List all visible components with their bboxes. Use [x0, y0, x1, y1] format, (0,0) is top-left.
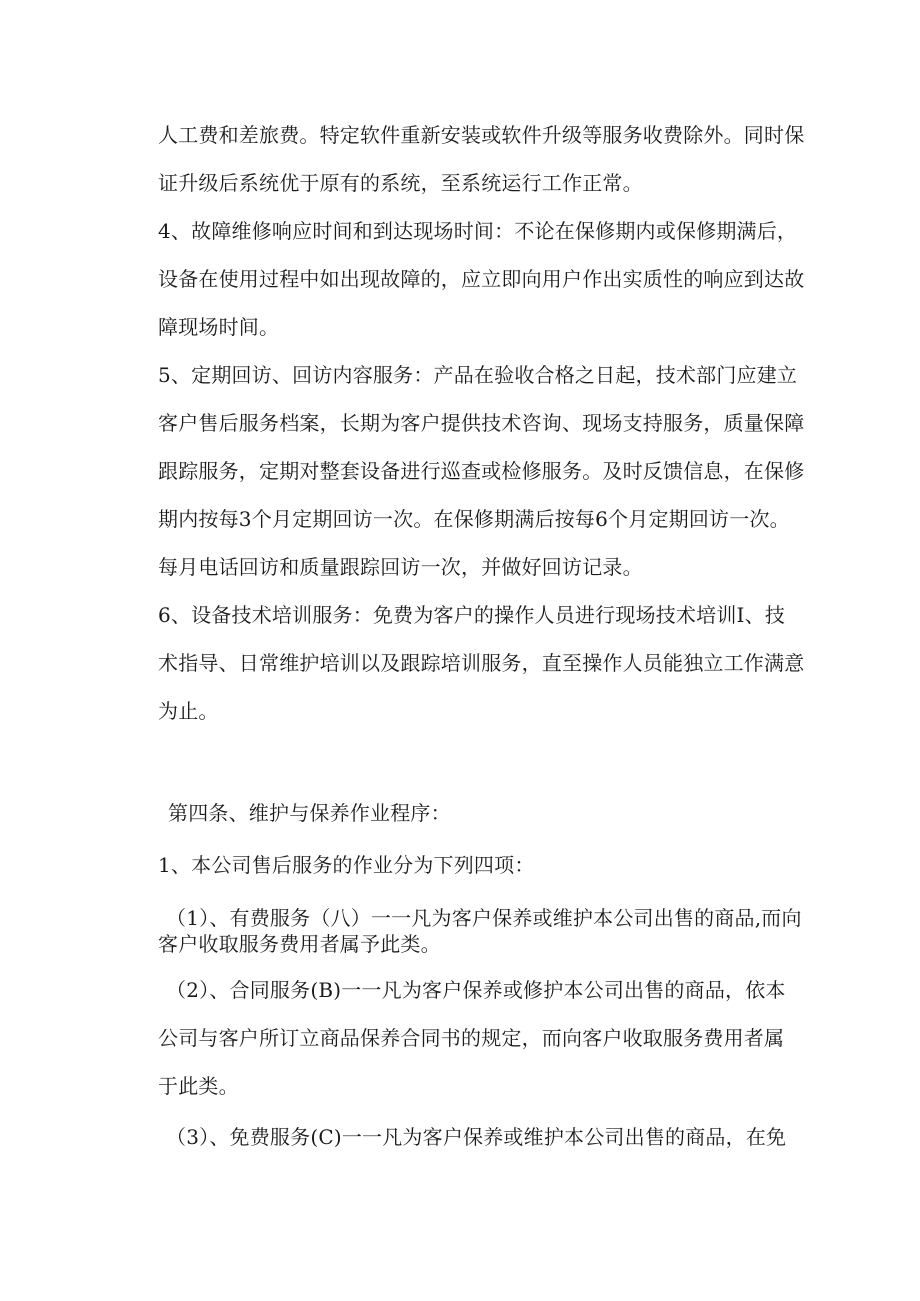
text-line: 公司与客户所订立商品保养合同书的规定，而向客户收取服务费用者属	[158, 1026, 785, 1050]
text-line: 障现场时间。	[158, 315, 280, 339]
text-line: 术指导、日常维护培训以及跟踪培训服务，直至操作人员能独立工作满意	[158, 651, 805, 675]
text-line: （3）、免费服务(C)一一凡为客户保养或维护本公司出售的商品，在免	[166, 1125, 787, 1149]
text-line: （2）、合同服务(B)一一凡为客户保养或修护本公司出售的商品，依本	[166, 978, 786, 1002]
text-line: 为止。	[158, 699, 219, 723]
text-line: 于此类。	[158, 1074, 239, 1098]
section-heading: 第四条、维护与保养作业程序：	[168, 801, 451, 825]
text-line: 每月电话回访和质量跟踪回访一次，并做好回访记录。	[158, 555, 643, 579]
text-line: 客户收取服务费用者属予此类。	[158, 932, 441, 956]
text-line: 设备在使用过程中如出现故障的，应立即向用户作出实质性的响应到达故	[158, 267, 805, 291]
text-line: 证升级后系统优于原有的系统，至系统运行工作正常。	[158, 171, 643, 195]
text-line: 4、故障维修响应时间和到达现场时间：不论在保修期内或保修期满后，	[158, 219, 798, 243]
text-line: 人工费和差旅费。特定软件重新安装或软件升级等服务收费除外。同时保	[158, 123, 805, 147]
text-line: 6、设备技术培训服务：免费为客户的操作人员进行现场技术培训I、技	[158, 603, 786, 627]
text-line: 期内按每3个月定期回访一次。在保修期满后按每6个月定期回访一次。	[158, 507, 790, 531]
text-line: 5、定期回访、回访内容服务：产品在验收合格之日起，技术部门应建立	[158, 363, 798, 387]
text-line: 跟踪服务，定期对整套设备进行巡查或检修服务。及时反馈信息，在保修	[158, 459, 805, 483]
text-line: 1、本公司售后服务的作业分为下列四项：	[158, 853, 535, 877]
text-line: （1）、有费服务（八）一一凡为客户保养或维护本公司出售的商品,而向	[166, 906, 802, 930]
text-line: 客户售后服务档案，长期为客户提供技术咨询、现场支持服务，质量保障	[158, 411, 805, 435]
